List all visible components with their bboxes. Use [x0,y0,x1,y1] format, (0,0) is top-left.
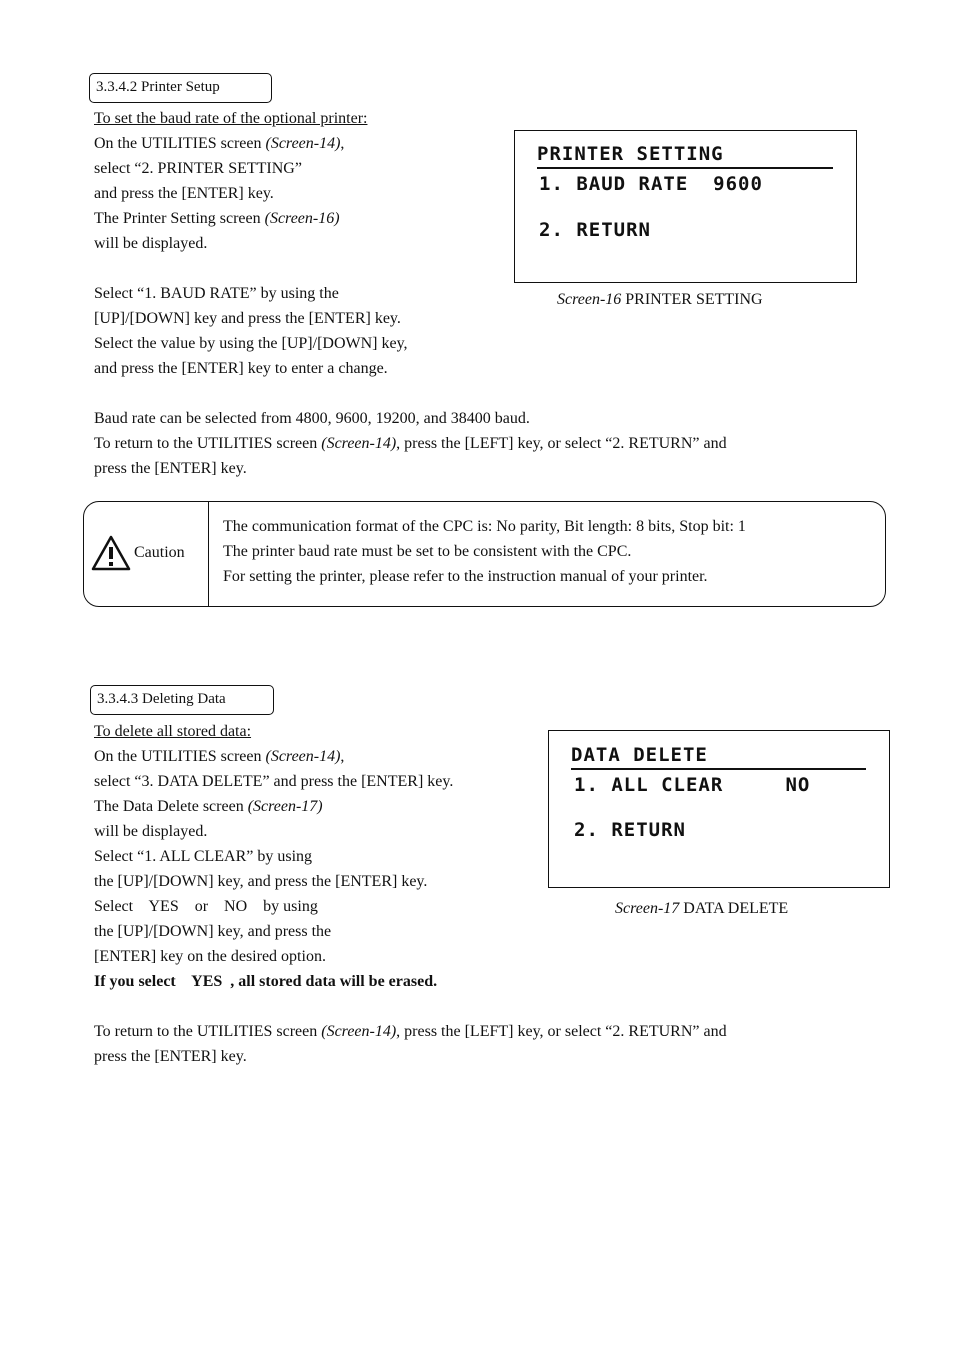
return-instruction [94,1022,727,1042]
paragraph-line: will be displayed. [94,823,208,840]
return-instruction [94,434,727,454]
screen-reference: (Screen-14) [265,135,341,152]
lcd-screen-printer-setting [514,130,857,283]
text-run: On the UTILITIES screen [94,748,266,765]
lcd-item-return: 2. RETURN [574,819,686,841]
text-run: On the UTILITIES screen [94,135,266,152]
paragraph-line: Select YES or NO by using [94,898,318,915]
paragraph-line: will be displayed. [94,235,208,252]
text-run: To return to the UTILITIES screen [94,435,322,452]
paragraph-line: select “2. PRINTER SETTING” [94,160,302,177]
paragraph-line: Select the value by using the [UP]/[DOWN] key, [94,335,408,352]
text-run: , press the [LEFT] key, or select “2. RETURN” and [396,1023,727,1040]
paragraph-line: Select “1. BAUD RATE” by using the [94,285,339,302]
lcd-item-return: 2. RETURN [539,219,651,241]
paragraph-line: the [UP]/[DOWN] key, and press the [ENTER] key. [94,873,428,890]
caution-box [83,501,886,607]
caution-line: The communication format of the CPC is: No parity, Bit length: 8 bits, Stop bit: 1 [223,518,746,535]
caution-line: For setting the printer, please refer to the instruction manual of your printer. [223,568,708,585]
text-run: , [340,135,345,152]
paragraph-line: [UP]/[DOWN] key and press the [ENTER] key. [94,310,401,327]
screen-reference: (Screen-14) [321,1023,397,1040]
section-heading-printer-setup [89,73,272,103]
lcd-item-all-clear: 1. ALL CLEAR NO [574,774,811,796]
text-run: To return to the UTILITIES screen [94,1023,322,1040]
text-run: The Printer Setting screen [94,210,265,227]
paragraph-line [94,747,344,767]
paragraph-line: select “3. DATA DELETE” and press the [ENTER] key. [94,773,454,790]
section-heading-deleting-data [90,685,274,715]
heading-text: 3.3.4.2 Printer Setup [96,79,220,95]
paragraph-line: Select “1. ALL CLEAR” by using [94,848,313,865]
screen-reference: (Screen-14) [321,435,397,452]
lcd-title: PRINTER SETTING [537,143,724,165]
caption-text: DATA DELETE [679,900,789,917]
screen-17-caption [615,899,788,919]
paragraph-line [94,797,323,817]
heading-text: 3.3.4.3 Deleting Data [97,691,226,707]
lcd-title: DATA DELETE [571,744,708,766]
paragraph-line [94,134,344,154]
screen-16-caption [557,290,763,310]
subheading-baud-rate: To set the baud rate of the optional printer: [94,110,368,127]
caution-label: Caution [134,544,185,561]
caution-line: The printer baud rate must be set to be consistent with the CPC. [223,543,632,560]
lcd-title-underline [571,768,866,770]
return-instruction-cont: press the [ENTER] key. [94,460,247,477]
baud-rate-note: Baud rate can be selected from 4800, 9600, 19200, and 38400 baud. [94,410,530,427]
lcd-screen-data-delete [548,730,890,888]
return-instruction-cont: press the [ENTER] key. [94,1048,247,1065]
text-run: , [340,748,345,765]
caption-text: PRINTER SETTING [621,291,763,308]
caption-screen-number: Screen-17 [615,900,680,917]
screen-reference: (Screen-17) [247,798,323,815]
paragraph-line: the [UP]/[DOWN] key, and press the [94,923,332,940]
caution-divider [208,502,209,606]
lcd-item-baud-rate: 1. BAUD RATE 9600 [539,173,763,195]
lcd-title-underline [537,167,833,169]
paragraph-line: and press the [ENTER] key. [94,185,274,202]
paragraph-line [94,209,340,229]
screen-reference: (Screen-14) [265,748,341,765]
subheading-delete-data: To delete all stored data: [94,723,252,740]
paragraph-line: [ENTER] key on the desired option. [94,948,326,965]
paragraph-line: and press the [ENTER] key to enter a change. [94,360,388,377]
screen-reference: (Screen-16) [264,210,340,227]
text-run: , press the [LEFT] key, or select “2. RETURN” and [396,435,727,452]
warning-triangle-icon [91,535,131,571]
text-run: The Data Delete screen [94,798,248,815]
erase-warning: If you select YES , all stored data will be erased. [94,973,438,990]
caption-screen-number: Screen-16 [557,291,622,308]
